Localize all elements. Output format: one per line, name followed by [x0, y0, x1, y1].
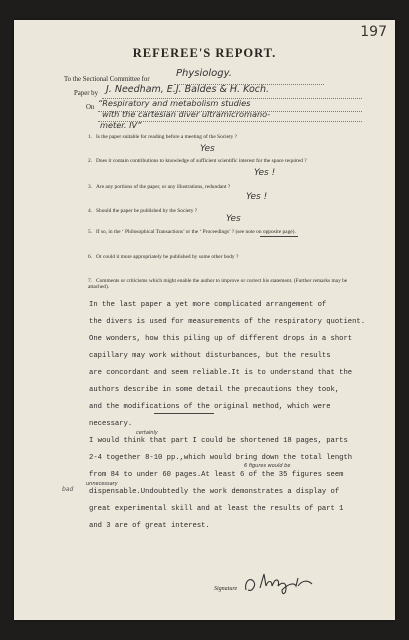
paper-by-label: Paper by [74, 90, 98, 97]
question-4: 4. Should the paper be published by the Society ? [88, 208, 198, 214]
report-line-4: capillary may work without disturbances, but the results [89, 352, 331, 360]
question-7: 7. Comments or criticisms which might enable the author to improve or correct his statement. (Further remarks may be attached). [88, 278, 348, 291]
report-line-3: One wonders, how this piling up of different drops in a short [89, 335, 353, 343]
on-label: On [86, 104, 95, 111]
page-number: 197 [360, 24, 387, 40]
report-line-1: In the last paper a yet more complicated arrangement of [89, 301, 327, 309]
report-line-5: are concordant and seem reliable.It is to understand that the [89, 369, 353, 377]
signature-label: Signature [214, 586, 238, 592]
proceedings-underline [260, 236, 298, 237]
report-line-12: dispensable.Undoubtedly the work demonstrates a display of [89, 488, 340, 496]
answer-2: Yes ! [254, 168, 276, 178]
annotation-unnecessary: unnecessary [86, 481, 118, 487]
annotation-figures: 6 figures would be [244, 463, 291, 469]
report-line-2: the divers is used for measurements of the respiratory quotient. [89, 318, 366, 326]
subject-line-3: meter. IV” [100, 120, 142, 130]
subject-line-1: “Respiratory and metabolism studies [98, 98, 251, 108]
answer-3: Yes ! [246, 192, 268, 202]
line-rule [154, 413, 214, 414]
report-line-8: necessary. [89, 420, 133, 428]
authors: J. Needham, E.J. Baldes & H. Koch. [106, 84, 270, 95]
report-line-14: and 3 are of great interest. [89, 522, 210, 530]
subject-line-2: with the cartesian diver ultramicromano- [102, 109, 271, 119]
report-line-9: I would think that part I could be shortened 18 pages, parts [89, 437, 348, 445]
report-line-10: 2-4 together 8-10 pp.,which would bring down the total length [89, 454, 353, 462]
annotation-certainly: certainly [136, 430, 158, 436]
page-title: REFEREE'S REPORT. [132, 46, 277, 60]
to-committee-label: To the Sectional Committee for [64, 76, 150, 83]
committee-name: Physiology. [176, 68, 232, 79]
signature-image [242, 568, 322, 603]
answer-4: Yes [226, 214, 241, 224]
report-line-13: great experimental skill and at least the results of part 1 [89, 505, 344, 513]
report-line-11: from 84 to under 60 pages.At least 6 of the 35 figures seem [89, 471, 344, 479]
question-1: 1. Is the paper suitable for reading before a meeting of the Society ? [88, 134, 237, 140]
report-line-7: and the modifications of the original method, which were [89, 403, 331, 411]
question-3: 3. Are any portions of the paper, or any illustrations, redundant ? [88, 184, 231, 190]
question-2: 2. Does it contain contributions to knowledge of sufficient scientific interest for the space required ? [88, 158, 307, 164]
report-sheet [14, 20, 395, 620]
margin-note: bad [62, 486, 74, 493]
question-6: 6. Or could it more appropriately be published by some other body ? [88, 254, 239, 260]
answer-1: Yes [200, 144, 215, 154]
report-line-6: authors describe in some detail the precautions they took, [89, 386, 340, 394]
question-5: 5. If so, in the ‘ Philosophical Transactions’ or the ‘ Proceedings’ ? (see note on opposite page). [88, 229, 296, 235]
